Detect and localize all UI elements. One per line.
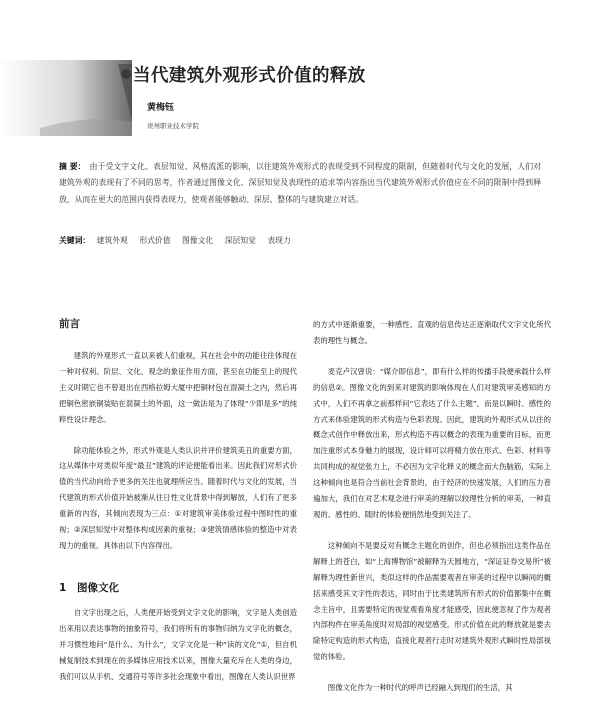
body-right-column <box>313 317 551 696</box>
author-affiliation: 贵州职业技术学院 <box>147 122 199 130</box>
section-title: 图像文化 <box>77 581 119 594</box>
article-title: 当代建筑外观形式价值的释放 <box>133 66 366 86</box>
abstract-text: 由于受文字文化、表层知觉、风格流派的影响，以往建筑外观形式的表现受到不同程度的限制，但随着时代与文化的发展，人们对建筑外观的表现有了不同的思考，作者通过图像文化、深层知觉及表现性的追求等内容指出当代建筑外观形式价值应在不同的限制中得到释放，从而在更大的范围内获得表现力，使观者能够触动、深层、整体的与建筑建立对话。 <box>59 162 541 204</box>
preface-heading: 前言 <box>59 318 80 330</box>
body-paragraph: 这种倾向不是要反对有概念主题化的创作，但也必须指出这类作品在解释上的苍白，如“上海博物馆”被解释为天圆地方，“深证证券交易所”被解释为理性新世兴，类似这样的作品需要观者在审美的过程中以瞬间的概括来感受其文字性的表达，同时由于比类建筑所有形式的价值都集中在概念主旨中，且需要特定的视觉观看角度才能感受，因此便忽视了作为观者内部构件在审美角度时对局部的视觉感受。形式价值在此的释放就是要去除特定构造的形式构造，直接化观者行走时对建筑外观形式瞬时性局部视觉的体验。 <box>313 540 551 662</box>
keywords <box>59 235 541 246</box>
body-paragraph: 自文字出现之后，人类便开始受到文字文化的影响，文字是人类创造出来用以表达事物的抽象符号，我们将所有的事物归纳为文字化的概念，并习惯性地问“是什么、为什么”，文字文化是一种“读的文化”①，但自机械复制技术到现在的多媒体应用技术以来，图像大量充斥在人类的身边，我们可以从手机、交通符号等许多社会现象中看出，图像在人类认识世界 <box>59 607 297 681</box>
keyword: 建筑外观 <box>96 236 128 245</box>
section-number: 1 <box>59 581 67 594</box>
body-paragraph: 的方式中逐渐重要，一种感性、直观的信息传达正逐渐取代文字文化所代表的理性与概念。 <box>313 320 551 345</box>
abstract-label: 摘 要： <box>59 162 86 171</box>
keyword: 表现力 <box>267 236 291 245</box>
body-paragraph: 图像文化作为一种时代的呼声已经融入到现们的生活，其 <box>327 683 513 693</box>
keyword: 图像文化 <box>182 236 214 245</box>
body-paragraph: 除功能体验之外，形式外观是人类认识并评价建筑美丑的重要方面，这从媒体中对类似年度“最丑”建筑的评论便能看出来。因此我们对形式价值的当代动向给予更多的关注也就理所应当。随着时代与文化的发展，当代建筑的形式价值开始被渐从往日性文化背景中得到解放，人们有了更多重新的内容，其倾向表现为三点：①对建筑审美体验过程中图时性的重视；②深层知觉中对整体构成因素的重视；③建筑情感体验的整造中对表现力的重视。具体由以下内容得出。 <box>59 445 297 550</box>
body-paragraph: 麦克卢汉曾说：“媒介即信息”，即有什么样的传播手段便承载什么样的信息②。图像文化的到来对建筑的影响体现在人们对建筑审美感知的方式中，人们不再拿之前那样问“它表达了什么主题”，而是以瞬时、感性的方式来体验建筑的形式构造与色彩表现。因此，建筑的外观形式从以往的概念式创作中释放出来，形式构造不再以概念的表现为重要的目标，而更加注重形式本身魅力的展现，设计师可以将精力放在形式、色彩、材料等共同构成的视觉张力上，不必因为文字化释义的概念而大伤脑筋，实际上这种倾向也是符合当前社会背景的，由于经济的快速发展，人们的压力普遍加大，我们在对艺术观念进行审美的理解以较理性分析的审美，一种直观的、感性的、随时的体验便悄然地受到关注了。 <box>313 366 551 519</box>
keyword: 形式价值 <box>139 236 171 245</box>
body-left-column <box>59 316 297 684</box>
body-paragraph: 建筑的外观形式一直以来被人们重视，其在社会中的功能往往体现在一种对权利、阶层、文化、观念的象征作用方面，甚至在功能至上的现代主义时期它也不曾退出在西格拉姆大厦中把铜材包在混凝土之内，然后再把铜色密嵌铜装贴在混凝土的外面，这一做法是为了体现“少即是多”的纯粹性设计理念。 <box>59 351 297 424</box>
abstract <box>59 159 541 208</box>
section-heading <box>59 580 297 595</box>
keyword: 深层知觉 <box>224 236 256 245</box>
author-name: 黄梅钰 <box>147 103 175 113</box>
keywords-label: 关键词： <box>59 236 91 245</box>
decorative-header-block <box>0 60 132 136</box>
